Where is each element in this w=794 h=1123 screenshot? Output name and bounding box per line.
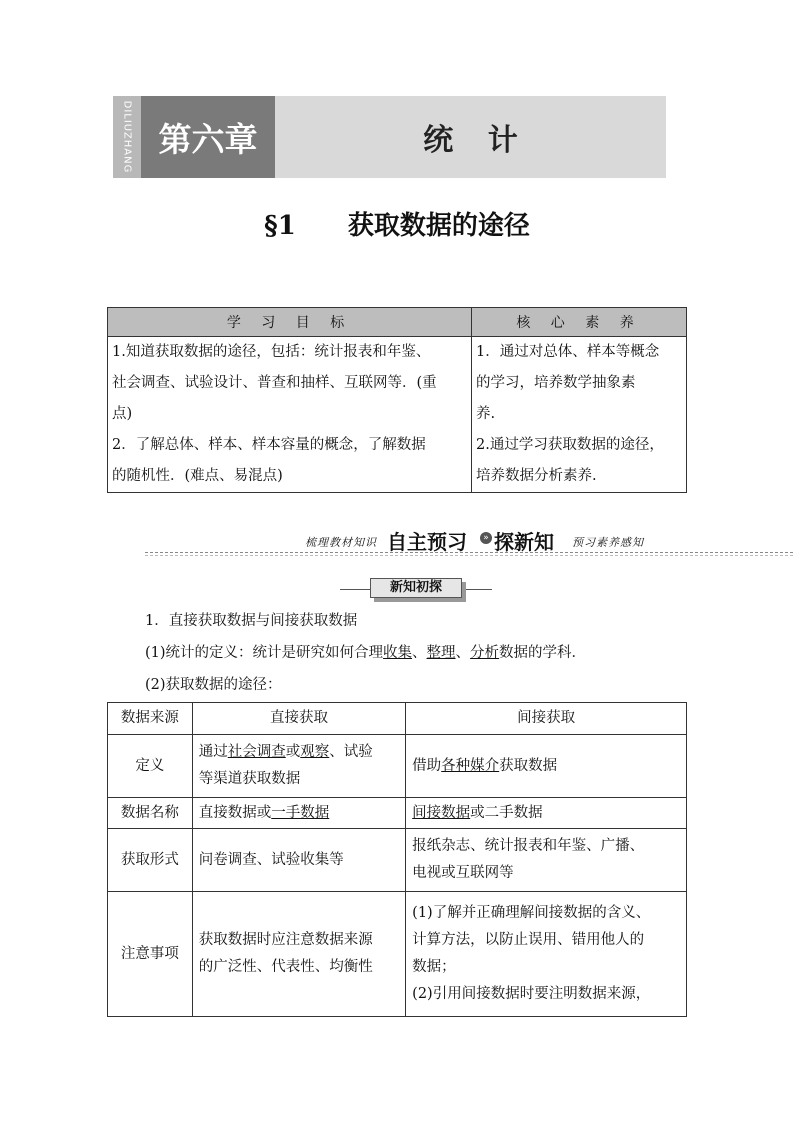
cell-text: 获取数据 xyxy=(499,757,558,774)
cell-text: 报纸杂志、统计报表和年鉴、广播、 xyxy=(412,838,645,854)
row-indirect-cell xyxy=(406,829,687,892)
cell-text: 通过 xyxy=(198,744,228,760)
table-header-indirect: 间接获取 xyxy=(406,703,687,735)
data-source-table xyxy=(107,702,687,1017)
table-row xyxy=(108,798,687,829)
double-arrow-icon: » xyxy=(480,532,492,544)
row-key: 定义 xyxy=(108,735,193,798)
section-heading xyxy=(0,205,794,242)
goals-learning-line: 1.知道获取数据的途径，包括：统计报表和年鉴、 xyxy=(112,344,431,360)
goals-learning-line: 社会调查、试验设计、普查和抽样、互联网等．(重 xyxy=(112,375,437,391)
row-key: 数据名称 xyxy=(108,798,193,829)
table-row xyxy=(108,735,687,798)
section-title: 获取数据的途径 xyxy=(347,211,530,241)
divider-title-explore: 探新知 xyxy=(494,530,554,554)
underlined-term: 观察 xyxy=(300,744,330,760)
row-key: 获取形式 xyxy=(108,829,193,892)
new-knowledge-label: 新知初探 xyxy=(370,578,462,598)
row-key: 注意事项 xyxy=(108,892,193,1017)
row-indirect-cell xyxy=(406,735,687,798)
goals-core-cell xyxy=(472,337,687,493)
goals-core-line: 培养数据分析素养. xyxy=(476,468,597,484)
cell-text: 的广泛性、代表性、均衡性 xyxy=(198,959,373,975)
row-direct-cell xyxy=(192,892,405,1017)
underlined-term: 间接数据 xyxy=(412,804,471,821)
row-direct-cell xyxy=(192,735,405,798)
goals-core-line: 2.通过学习获取数据的途径， xyxy=(476,437,664,453)
goals-header-core: 核 心 素 养 xyxy=(472,308,687,337)
table-row xyxy=(108,829,687,892)
separator: 、 xyxy=(455,645,471,661)
goals-learning-cell xyxy=(108,337,472,493)
ways-line: (2)获取数据的途径： xyxy=(145,677,282,693)
underlined-term: 收集 xyxy=(383,645,413,661)
box-rule-left xyxy=(340,589,370,590)
definition-line xyxy=(145,641,586,662)
divider-line xyxy=(145,552,793,553)
row-direct-cell xyxy=(192,798,405,829)
cell-text: 或 xyxy=(285,744,301,760)
cell-text: 或二手数据 xyxy=(470,804,543,821)
goals-table xyxy=(107,307,687,493)
cell-text: 获取数据时应注意数据来源 xyxy=(198,932,373,948)
underlined-term: 整理 xyxy=(426,645,456,661)
underlined-term: 分析 xyxy=(470,645,500,661)
cell-text: 电视或互联网等 xyxy=(412,865,514,881)
chapter-title: 统 计 xyxy=(423,123,530,158)
underlined-term: 一手数据 xyxy=(271,804,330,821)
goals-header-learning: 学 习 目 标 xyxy=(108,308,472,337)
row-indirect-cell xyxy=(406,798,687,829)
cell-text: 等渠道获取数据 xyxy=(198,771,301,787)
separator: 、 xyxy=(412,645,427,661)
goals-learning-line: 2．了解总体、样本、样本容量的概念，了解数据 xyxy=(112,437,426,453)
goals-core-line: 养. xyxy=(476,406,496,422)
cell-text: 计算方法，以防止误用、错用他人的 xyxy=(412,932,645,948)
chapter-label: 第六章 xyxy=(141,96,275,178)
cell-text: 数据； xyxy=(412,959,456,975)
divider-title-preview: 自主预习 xyxy=(387,530,467,554)
goals-core-line: 的学习，培养数学抽象素 xyxy=(476,375,636,391)
section-number: §1 xyxy=(264,211,296,241)
table-row xyxy=(108,892,687,1017)
underlined-term: 社会调查 xyxy=(227,744,286,760)
goals-learning-line: 的随机性．(难点、易混点) xyxy=(112,468,283,484)
subheading: 1．直接获取数据与间接获取数据 xyxy=(145,613,358,629)
divider-left-caption: 梳理教材知识 xyxy=(305,536,377,549)
box-rule-right xyxy=(462,589,492,590)
underlined-term: 各种媒介 xyxy=(441,757,500,774)
cell-text: 借助 xyxy=(412,757,442,774)
table-header-source: 数据来源 xyxy=(108,703,193,735)
divider-right-caption: 预习素养感知 xyxy=(572,536,644,549)
cell-text: (1)了解并正确理解间接数据的含义、 xyxy=(412,905,651,921)
banner-side-label xyxy=(113,96,141,178)
definition-text: (1)统计的定义：统计是研究如何合理 xyxy=(145,645,384,661)
cell-text: (2)引用间接数据时要注明数据来源， xyxy=(412,986,651,1002)
cell-text: 直接数据或 xyxy=(198,804,272,821)
row-direct-cell: 问卷调查、试验收集等 xyxy=(192,829,405,892)
divider-line xyxy=(145,555,793,556)
banner-side-text: DILIUZHANG xyxy=(121,100,133,174)
goals-learning-line: 点) xyxy=(112,406,133,422)
row-indirect-cell xyxy=(406,892,687,1017)
goals-core-line: 1．通过对总体、样本等概念 xyxy=(476,344,660,360)
definition-text: 数据的学科． xyxy=(499,645,587,661)
cell-text: 、试验 xyxy=(329,744,373,760)
table-header-direct: 直接获取 xyxy=(192,703,405,735)
